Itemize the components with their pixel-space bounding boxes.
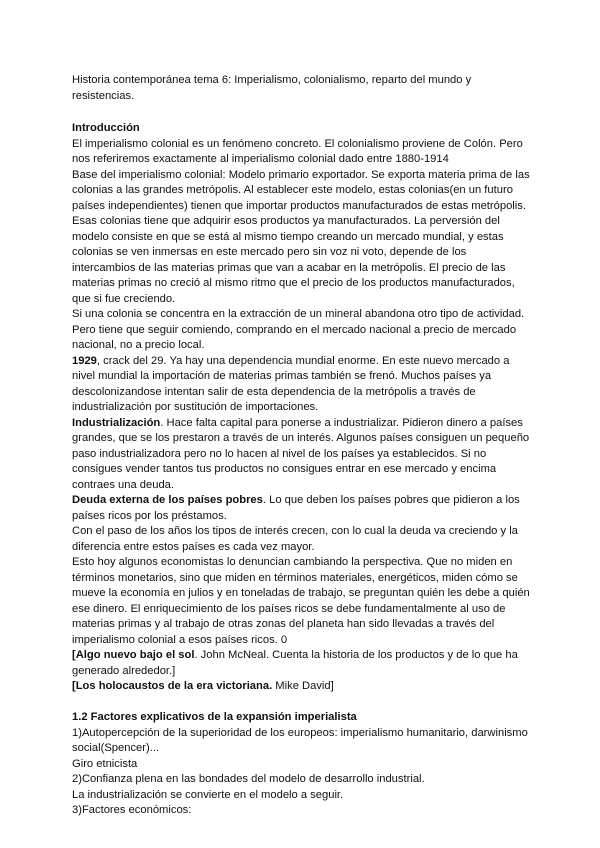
section-2-line-4: La industrialización se convierte en el modelo a seguir. <box>72 788 344 801</box>
text-industrializacion: . Hace falta capital para ponerse a industrializar. Pidieron dinero a países grandes, que se los prestaron a través de un interés. Algunos países consiguen un pequeño paso industrializadora pero no lo hacen al nivel de los países ya establecidos. Si no consigues vender tantos tus productos no consigues entrar en ese mercado y encima contraes una deuda. <box>72 416 530 491</box>
reference-1 <box>72 648 530 679</box>
bold-industrializacion: Industrialización <box>72 416 161 429</box>
section-2-heading: 1.2 Factores explicativos de la expansión imperialista <box>72 711 357 723</box>
paragraph-economistas: Esto hoy algunos economistas lo denuncian cambiando la perspectiva. Que no miden en términos monetarios, sino que miden en términos materiales, energéticos, miden cómo se mueve la economía en julios y en toneladas de trabajo, se preguntan quién les debe a quién ese dinero. El enriquecimiento de los países ricos se debe fundamentalmente al uso de materias primas y al trabajo de otras zonas del planeta han sido llevadas a través del imperialismo colonial a esos países ricos. 0 <box>72 556 530 646</box>
reference-2 <box>72 679 530 695</box>
spacer <box>72 695 530 711</box>
text-1929: , crack del 29. Ya hay una dependencia mundial enorme. En este nuevo mercado a nivel mundial la importación de materias primas también se frenó. Muchos países ya descolonizandose intentan salir de esta dependencia de la metrópolis a través de industrialización por sustitución de importaciones. <box>72 354 510 413</box>
section-2-line-5: 3)Factores económicos: <box>72 804 192 816</box>
intro-paragraph-3: Si una colonia se concentra en la extracción de un mineral abandona otro tipo de actividad. Pero tiene que seguir comiendo, comprando en el mercado nacional a precio de mercado nacional, no a precio local. <box>72 308 525 351</box>
intro-heading: Introducción <box>72 122 140 134</box>
section-2-line-2: Giro etnicista <box>72 757 138 770</box>
intro-paragraph-2: Base del imperialismo colonial: Modelo primario exportador. Se exporta materia prima de las colonias a las grandes metrópolis. Al establecer este modelo, estas colonias(en un futuro países independientes) tienen que importar productos manufacturados de estas metrópolis. Esas colonias tiene que adquirir esos productos ya manufacturados. La perversión del modelo consiste en que se está al mismo tiempo creando un mercado mundial, y estas colonias se ven inmersas en este mercado pero sin voz ni voto, depende de los intercambios de las materias primas que van a acabar en la metrópolis. El precio de las materias primas no creció al mismo ritmo que el precio de los productos manufacturados, que si fue creciendo. <box>72 168 530 305</box>
bold-deuda: Deuda externa de los países pobres <box>72 494 263 506</box>
intro-paragraph-1: El imperialismo colonial es un fenómeno concreto. El colonialismo proviene de Colón. Pero nos referiremos exactamente al imperialismo colonial dado entre 1880-1914 <box>72 137 523 165</box>
paragraph-deuda <box>72 493 530 524</box>
section-2-line-3: 2)Confianza plena en las bondades del modelo de desarrollo industrial. <box>72 773 425 785</box>
text-deuda: . Lo que deben los países pobres que pidieron a los países ricos por los préstamos. <box>72 494 520 522</box>
bold-1929: 1929 <box>72 354 97 367</box>
reference-1-title: [Algo nuevo bajo el sol <box>72 649 195 661</box>
document-title: Historia contemporánea tema 6: Imperialismo, colonialismo, reparto del mundo y resistencias. <box>72 74 472 102</box>
paragraph-1929 <box>72 354 530 416</box>
reference-1-text: . John McNeal. Cuenta la historia de los productos y de lo que ha generado alrededor.] <box>72 649 518 677</box>
section-2-line-1: 1)Autopercepción de la superioridad de los europeos: imperialismo humanitario, darwinismo social(Spencer)... <box>72 726 528 754</box>
paragraph-interes: Con el paso de los años los tipos de interés crecen, con lo cual la deuda va creciendo y la diferencia entre estos países es cada vez mayor. <box>72 525 518 553</box>
reference-2-title: [Los holocaustos de la era victoriana. <box>72 680 273 692</box>
reference-2-text: Mike David] <box>272 680 334 692</box>
paragraph-industrializacion <box>72 416 530 494</box>
